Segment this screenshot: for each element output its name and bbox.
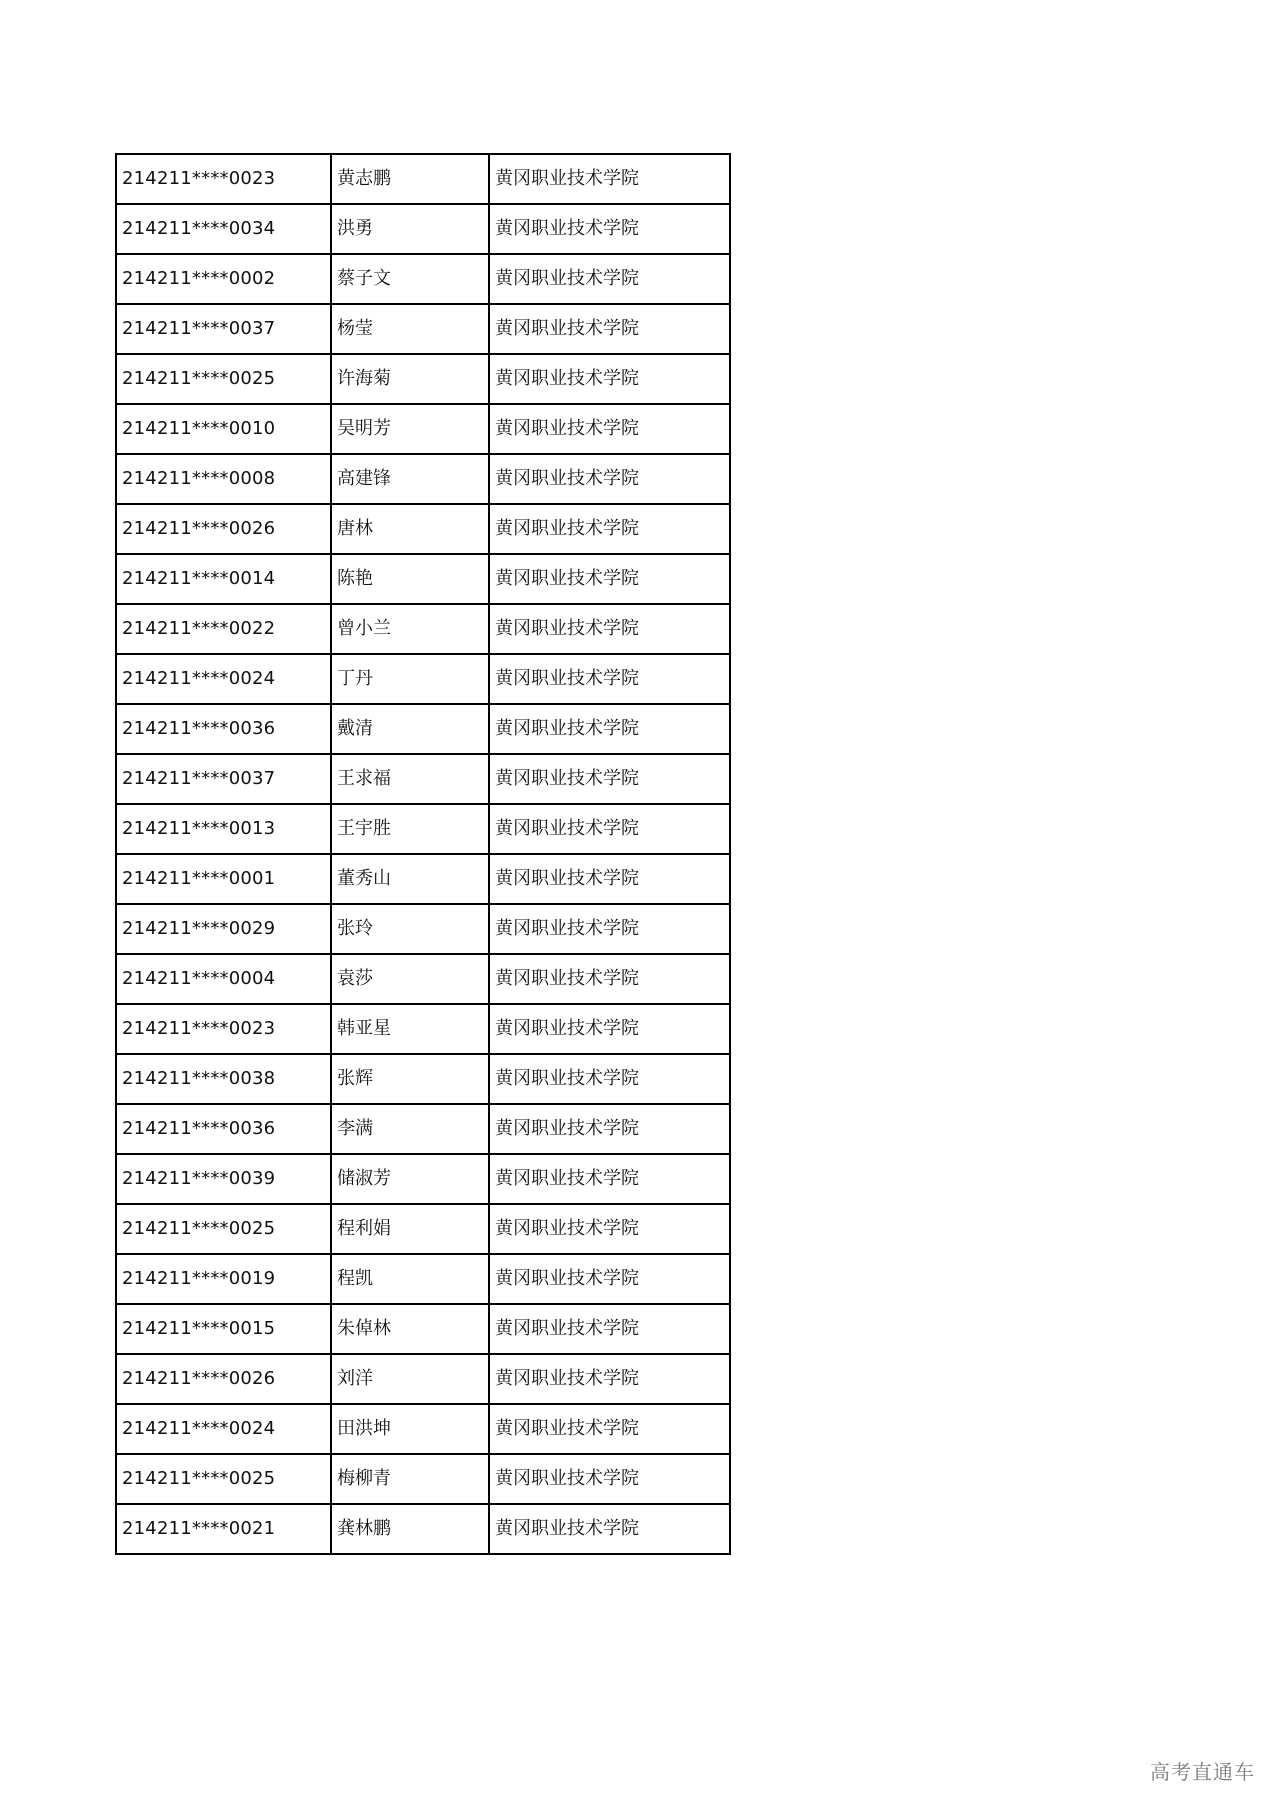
table-row — [116, 1404, 730, 1454]
name-cell: 王宇胜 — [331, 804, 489, 854]
id-cell: 214211****0025 — [116, 354, 331, 404]
school-cell: 黄冈职业技术学院 — [489, 454, 730, 504]
roster-table-body — [116, 154, 730, 1554]
id-cell: 214211****0022 — [116, 604, 331, 654]
table-row — [116, 904, 730, 954]
school-cell: 黄冈职业技术学院 — [489, 1004, 730, 1054]
table-row — [116, 1004, 730, 1054]
school-cell: 黄冈职业技术学院 — [489, 1304, 730, 1354]
id-cell: 214211****0023 — [116, 1004, 331, 1054]
table-row — [116, 1054, 730, 1104]
name-cell: 韩亚星 — [331, 1004, 489, 1054]
school-cell: 黄冈职业技术学院 — [489, 1104, 730, 1154]
name-cell: 梅柳青 — [331, 1454, 489, 1504]
school-cell: 黄冈职业技术学院 — [489, 854, 730, 904]
name-cell: 曾小兰 — [331, 604, 489, 654]
school-cell: 黄冈职业技术学院 — [489, 754, 730, 804]
table-row — [116, 154, 730, 204]
school-cell: 黄冈职业技术学院 — [489, 1404, 730, 1454]
school-cell: 黄冈职业技术学院 — [489, 1204, 730, 1254]
school-cell: 黄冈职业技术学院 — [489, 704, 730, 754]
name-cell: 董秀山 — [331, 854, 489, 904]
table-row — [116, 554, 730, 604]
id-cell: 214211****0014 — [116, 554, 331, 604]
id-cell: 214211****0021 — [116, 1504, 331, 1554]
id-cell: 214211****0036 — [116, 704, 331, 754]
table-row — [116, 604, 730, 654]
table-row — [116, 704, 730, 754]
id-cell: 214211****0013 — [116, 804, 331, 854]
name-cell: 朱倬林 — [331, 1304, 489, 1354]
id-cell: 214211****0023 — [116, 154, 331, 204]
name-cell: 张辉 — [331, 1054, 489, 1104]
school-cell: 黄冈职业技术学院 — [489, 404, 730, 454]
school-cell: 黄冈职业技术学院 — [489, 804, 730, 854]
id-cell: 214211****0037 — [116, 304, 331, 354]
school-cell: 黄冈职业技术学院 — [489, 254, 730, 304]
table-row — [116, 354, 730, 404]
table-row — [116, 1254, 730, 1304]
school-cell: 黄冈职业技术学院 — [489, 554, 730, 604]
name-cell: 唐林 — [331, 504, 489, 554]
school-cell: 黄冈职业技术学院 — [489, 1354, 730, 1404]
school-cell: 黄冈职业技术学院 — [489, 304, 730, 354]
school-cell: 黄冈职业技术学院 — [489, 1504, 730, 1554]
school-cell: 黄冈职业技术学院 — [489, 504, 730, 554]
table-row — [116, 1204, 730, 1254]
table-row — [116, 1354, 730, 1404]
id-cell: 214211****0004 — [116, 954, 331, 1004]
school-cell: 黄冈职业技术学院 — [489, 354, 730, 404]
name-cell: 程利娟 — [331, 1204, 489, 1254]
table-row — [116, 304, 730, 354]
name-cell: 李满 — [331, 1104, 489, 1154]
name-cell: 戴清 — [331, 704, 489, 754]
id-cell: 214211****0039 — [116, 1154, 331, 1204]
table-row — [116, 654, 730, 704]
name-cell: 高建锋 — [331, 454, 489, 504]
name-cell: 杨莹 — [331, 304, 489, 354]
id-cell: 214211****0025 — [116, 1454, 331, 1504]
id-cell: 214211****0015 — [116, 1304, 331, 1354]
school-cell: 黄冈职业技术学院 — [489, 1254, 730, 1304]
id-cell: 214211****0037 — [116, 754, 331, 804]
name-cell: 蔡子文 — [331, 254, 489, 304]
name-cell: 张玲 — [331, 904, 489, 954]
school-cell: 黄冈职业技术学院 — [489, 1454, 730, 1504]
table-row — [116, 204, 730, 254]
id-cell: 214211****0026 — [116, 1354, 331, 1404]
id-cell: 214211****0029 — [116, 904, 331, 954]
table-row — [116, 1154, 730, 1204]
table-row — [116, 454, 730, 504]
id-cell: 214211****0019 — [116, 1254, 331, 1304]
table-row — [116, 1454, 730, 1504]
id-cell: 214211****0002 — [116, 254, 331, 304]
school-cell: 黄冈职业技术学院 — [489, 1054, 730, 1104]
id-cell: 214211****0024 — [116, 1404, 331, 1454]
name-cell: 刘洋 — [331, 1354, 489, 1404]
table-row — [116, 754, 730, 804]
table-row — [116, 254, 730, 304]
id-cell: 214211****0026 — [116, 504, 331, 554]
name-cell: 许海菊 — [331, 354, 489, 404]
watermark: 高考直通车 — [1150, 1760, 1255, 1784]
id-cell: 214211****0038 — [116, 1054, 331, 1104]
school-cell: 黄冈职业技术学院 — [489, 904, 730, 954]
id-cell: 214211****0010 — [116, 404, 331, 454]
school-cell: 黄冈职业技术学院 — [489, 154, 730, 204]
roster-table — [115, 153, 731, 1555]
school-cell: 黄冈职业技术学院 — [489, 654, 730, 704]
name-cell: 黄志鹏 — [331, 154, 489, 204]
table-row — [116, 804, 730, 854]
name-cell: 吴明芳 — [331, 404, 489, 454]
name-cell: 储淑芳 — [331, 1154, 489, 1204]
id-cell: 214211****0024 — [116, 654, 331, 704]
name-cell: 程凯 — [331, 1254, 489, 1304]
table-row — [116, 1304, 730, 1354]
school-cell: 黄冈职业技术学院 — [489, 1154, 730, 1204]
id-cell: 214211****0034 — [116, 204, 331, 254]
name-cell: 陈艳 — [331, 554, 489, 604]
name-cell: 袁莎 — [331, 954, 489, 1004]
id-cell: 214211****0001 — [116, 854, 331, 904]
school-cell: 黄冈职业技术学院 — [489, 604, 730, 654]
table-row — [116, 1504, 730, 1554]
name-cell: 丁丹 — [331, 654, 489, 704]
table-row — [116, 504, 730, 554]
name-cell: 洪勇 — [331, 204, 489, 254]
id-cell: 214211****0008 — [116, 454, 331, 504]
table-row — [116, 854, 730, 904]
name-cell: 田洪坤 — [331, 1404, 489, 1454]
name-cell: 王求福 — [331, 754, 489, 804]
id-cell: 214211****0036 — [116, 1104, 331, 1154]
table-row — [116, 1104, 730, 1154]
school-cell: 黄冈职业技术学院 — [489, 954, 730, 1004]
id-cell: 214211****0025 — [116, 1204, 331, 1254]
name-cell: 龚林鹏 — [331, 1504, 489, 1554]
school-cell: 黄冈职业技术学院 — [489, 204, 730, 254]
table-row — [116, 404, 730, 454]
table-row — [116, 954, 730, 1004]
